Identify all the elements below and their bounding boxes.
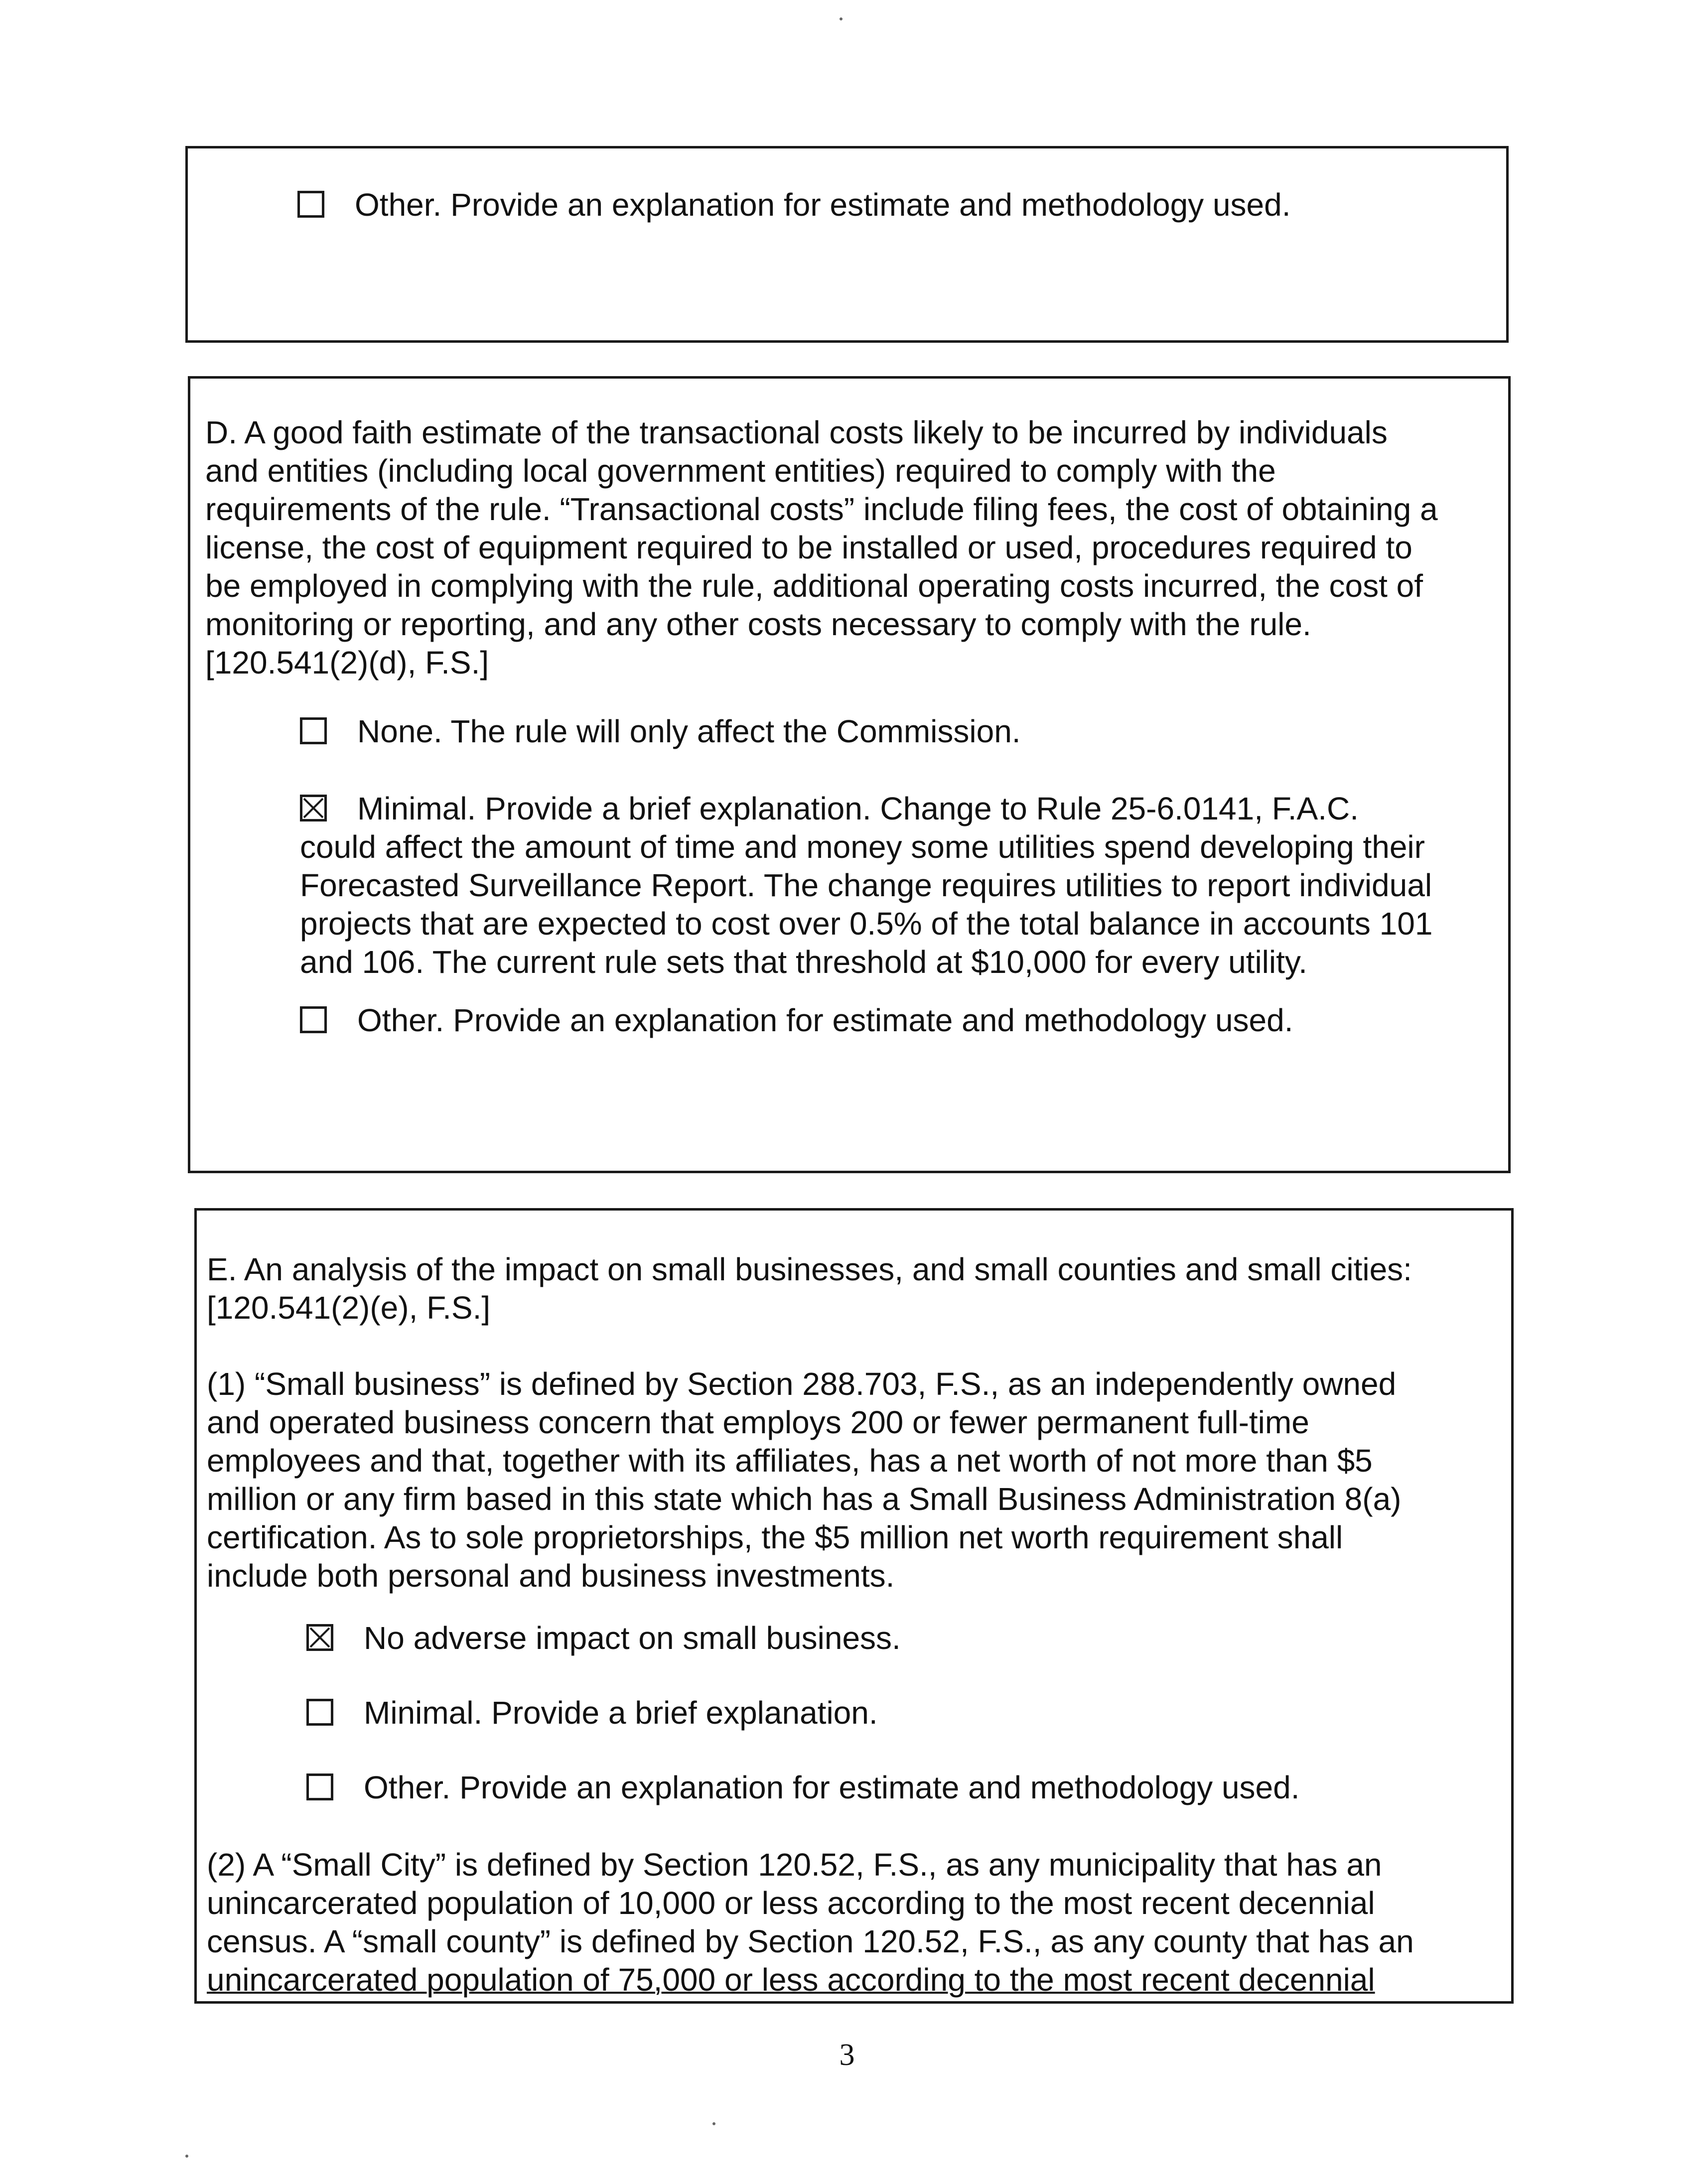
section-d-heading-line: and entities (including local government entities) required to comply with the [205, 453, 1276, 489]
section-e-other-label: Other. Provide an explanation for estimate and methodology used. [364, 1770, 1300, 1805]
section-c-box [185, 146, 1509, 343]
section-e-other-checkbox[interactable] [306, 1774, 333, 1800]
section-d-minimal-line: Minimal. Provide a brief explanation. Change to Rule 25-6.0141, F.A.C. [357, 791, 1359, 826]
section-d-other-label: Other. Provide an explanation for estimate and methodology used. [357, 1002, 1293, 1038]
section-d-none-checkbox[interactable] [300, 717, 327, 744]
small-business-line: and operated business concern that employs 200 or fewer permanent full-time [207, 1404, 1309, 1440]
page-number: 3 [839, 2038, 855, 2072]
section-e-small-business-definition [207, 1365, 1401, 1595]
small-city-line: (2) A “Small City” is defined by Section 120.52, F.S., as any municipality that has an [207, 1847, 1382, 1883]
scan-speck [712, 2122, 715, 2125]
section-c-other-checkbox[interactable] [297, 191, 324, 218]
section-e-minimal-option [306, 1694, 878, 1732]
section-e-small-city-definition [207, 1846, 1414, 1999]
section-d-heading-line: be employed in complying with the rule, additional operating costs incurred, the cost of [205, 568, 1423, 604]
section-d-minimal-option [300, 790, 1432, 981]
section-e-no-adverse-checkbox[interactable] [306, 1624, 333, 1651]
small-business-line: (1) “Small business” is defined by Section 288.703, F.S., as an independently owned [207, 1366, 1397, 1402]
checkbox-x-mark [309, 1627, 331, 1648]
section-e-heading [207, 1250, 1412, 1327]
section-d-minimal-line: and 106. The current rule sets that threshold at $10,000 for every utility. [300, 944, 1307, 980]
scan-speck [185, 2155, 188, 2158]
section-d-box [188, 376, 1511, 1173]
section-e-box [194, 1208, 1514, 2004]
section-e-heading-line: [120.541(2)(e), F.S.] [207, 1290, 491, 1326]
checkbox-x-mark [302, 797, 324, 819]
section-e-heading-line: E. An analysis of the impact on small businesses, and small counties and small cities: [207, 1251, 1412, 1287]
scan-speck [840, 17, 843, 20]
small-city-line: unincarcerated population of 10,000 or less according to the most recent decennial [207, 1885, 1375, 1921]
section-d-heading-line: requirements of the rule. “Transactional costs” include filing fees, the cost of obtaining a [205, 491, 1438, 527]
section-e-minimal-checkbox[interactable] [306, 1699, 333, 1726]
section-d-heading-line: D. A good faith estimate of the transactional costs likely to be incurred by individuals [205, 414, 1388, 450]
section-d-none-option [300, 712, 1021, 751]
small-business-line: include both personal and business investments. [207, 1558, 895, 1594]
section-d-other-option [300, 1001, 1293, 1040]
small-city-line: census. A “small county” is defined by Section 120.52, F.S., as any county that has an [207, 1923, 1414, 1959]
section-e-no-adverse-label: No adverse impact on small business. [364, 1620, 901, 1656]
section-c-other-option [297, 186, 1291, 224]
small-business-line: certification. As to sole proprietorships, the $5 million net worth requirement shall [207, 1519, 1343, 1555]
small-city-line: unincarcerated population of 75,000 or less according to the most recent decennial [207, 1962, 1375, 1998]
section-d-minimal-line: Forecasted Surveillance Report. The change requires utilities to report individual [300, 867, 1432, 903]
section-d-heading-line: license, the cost of equipment required to be installed or used, procedures required to [205, 530, 1412, 565]
section-e-other-option [306, 1769, 1300, 1807]
section-d-heading-line: [120.541(2)(d), F.S.] [205, 645, 489, 681]
section-d-minimal-line: could affect the amount of time and money some utilities spend developing their [300, 829, 1425, 865]
section-d-heading [205, 413, 1438, 682]
section-d-heading-line: monitoring or reporting, and any other costs necessary to comply with the rule. [205, 606, 1311, 642]
section-c-other-label: Other. Provide an explanation for estimate and methodology used. [355, 187, 1291, 223]
section-d-minimal-line: projects that are expected to cost over 0.5% of the total balance in accounts 101 [300, 906, 1433, 942]
small-business-line: employees and that, together with its affiliates, has a net worth of not more than $5 [207, 1443, 1373, 1479]
section-e-no-adverse-option [306, 1619, 901, 1657]
section-d-other-checkbox[interactable] [300, 1006, 327, 1033]
section-d-none-label: None. The rule will only affect the Commission. [357, 713, 1021, 749]
section-e-minimal-label: Minimal. Provide a brief explanation. [364, 1695, 878, 1731]
section-d-minimal-checkbox[interactable] [300, 795, 327, 821]
small-business-line: million or any firm based in this state which has a Small Business Administration 8(a) [207, 1481, 1402, 1517]
